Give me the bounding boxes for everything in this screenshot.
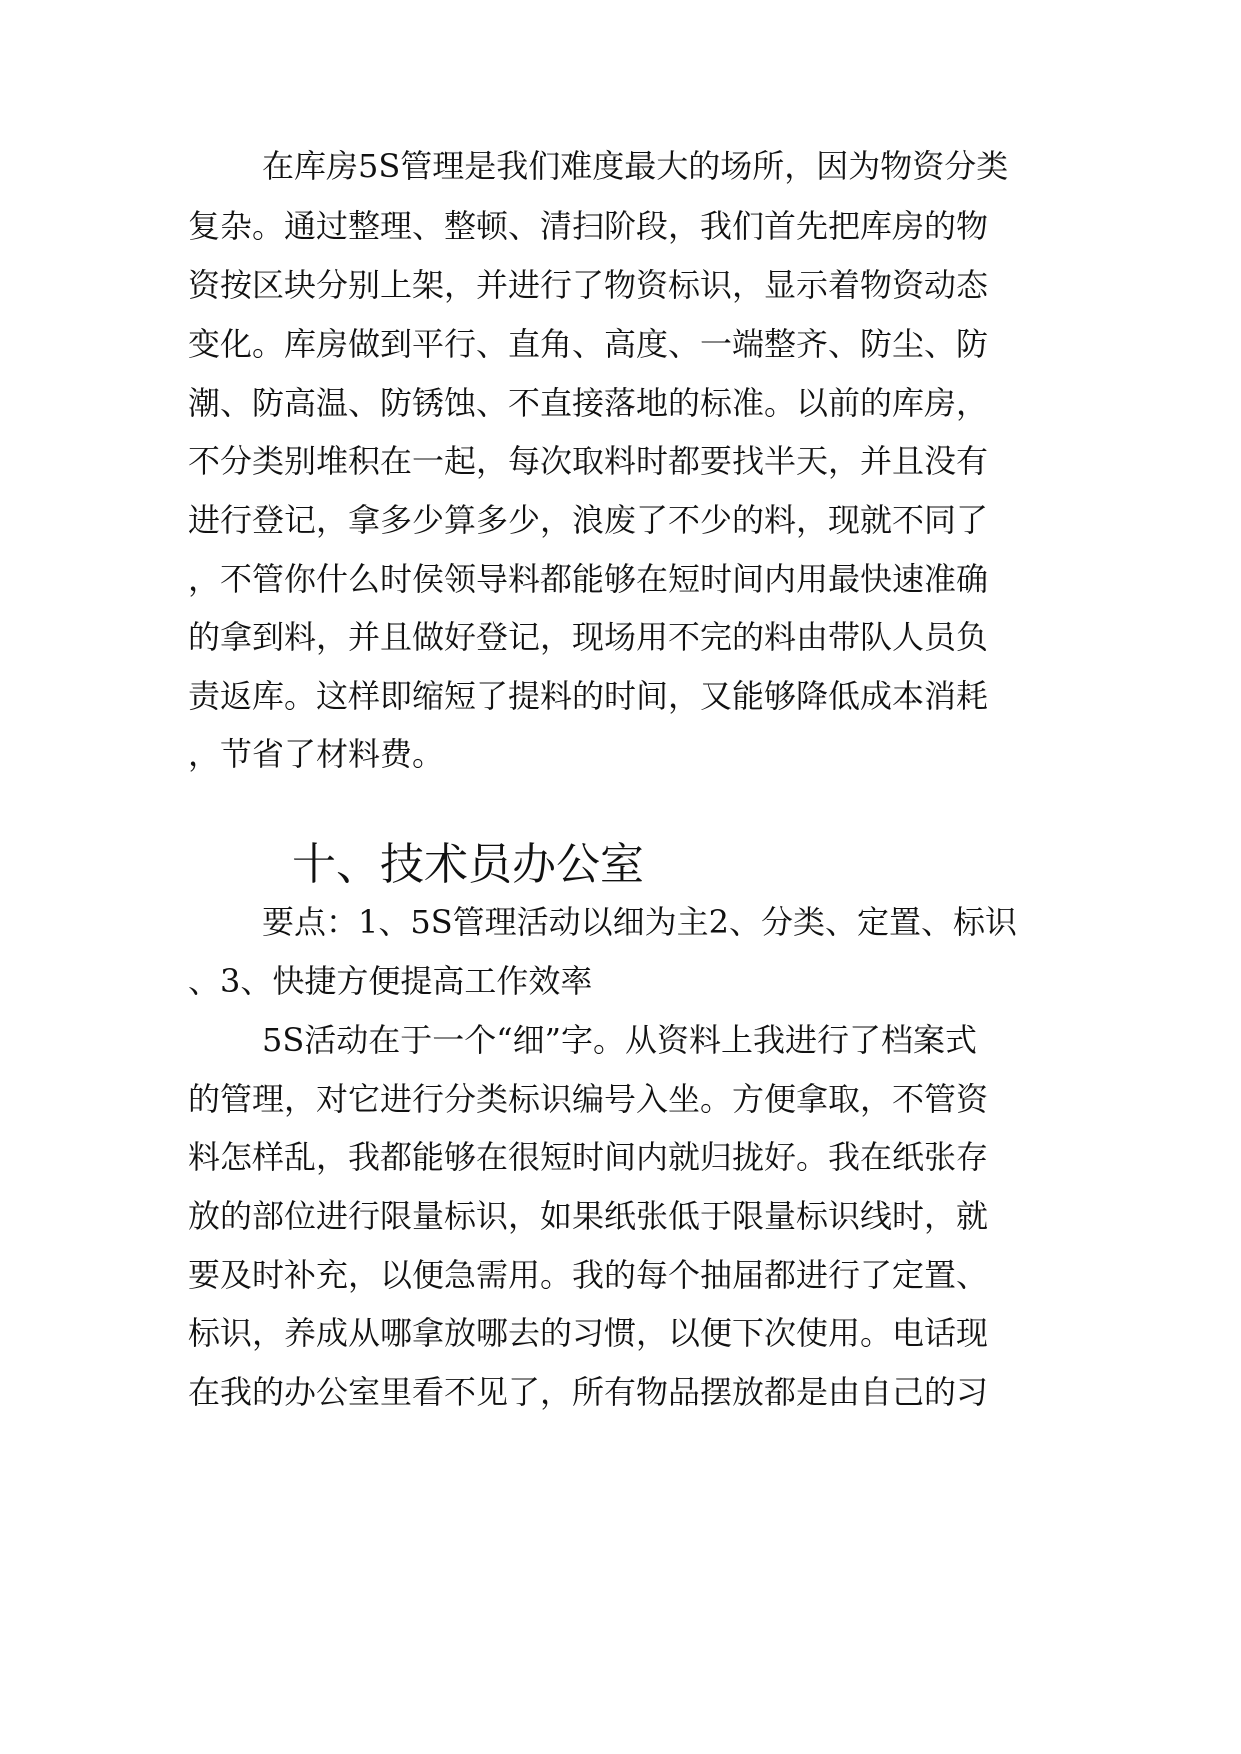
paragraph-line: 的管理，对它进行分类标识编号入坐。方便拿取，不管资	[188, 1080, 989, 1118]
paragraph-line: 资按区块分别上架，并进行了物资标识，显示着物资动态	[188, 266, 989, 304]
key-points-line: 要点：1、5S管理活动以细为主2、分类、定置、标识	[262, 903, 1018, 941]
paragraph-line: 不分类别堆积在一起，每次取料时都要找半天，并且没有	[188, 442, 989, 480]
paragraph-line: ，不管你什么时侯领导料都能够在短时间内用最快速准确	[188, 560, 989, 598]
paragraph-line: 变化。库房做到平行、直角、高度、一端整齐、防尘、防	[188, 325, 989, 363]
paragraph-line: 潮、防高温、防锈蚀、不直接落地的标准。以前的库房，	[188, 384, 989, 422]
paragraph-line: 复杂。通过整理、整顿、清扫阶段，我们首先把库房的物	[188, 207, 989, 245]
paragraph-line: 料怎样乱，我都能够在很短时间内就归拢好。我在纸张存	[188, 1138, 989, 1176]
paragraph-line: 要及时补充，以便急需用。我的每个抽届都进行了定置、	[188, 1256, 989, 1294]
paragraph-line: 的拿到料，并且做好登记，现场用不完的料由带队人员负	[188, 618, 989, 656]
paragraph-line: 进行登记，拿多少算多少，浪废了不少的料，现就不同了	[188, 501, 989, 539]
paragraph-line: 在我的办公室里看不见了，所有物品摆放都是由自己的习	[188, 1373, 989, 1411]
section-heading: 十、技术员办公室	[292, 839, 644, 890]
paragraph-line: 责返库。这样即缩短了提料的时间，又能够降低成本消耗	[188, 677, 989, 715]
paragraph-line: 在库房5S管理是我们难度最大的场所，因为物资分类	[262, 147, 1009, 185]
paragraph-line: 标识，养成从哪拿放哪去的习惯，以便下次使用。电话现	[188, 1314, 989, 1352]
paragraph-line: ，节省了材料费。	[188, 735, 445, 773]
paragraph-line: 5S活动在于一个“细”字。从资料上我进行了档案式	[262, 1021, 978, 1059]
key-points-line: 、3、快捷方便提高工作效率	[188, 962, 593, 1000]
paragraph-line: 放的部位进行限量标识，如果纸张低于限量标识线时，就	[188, 1197, 989, 1235]
